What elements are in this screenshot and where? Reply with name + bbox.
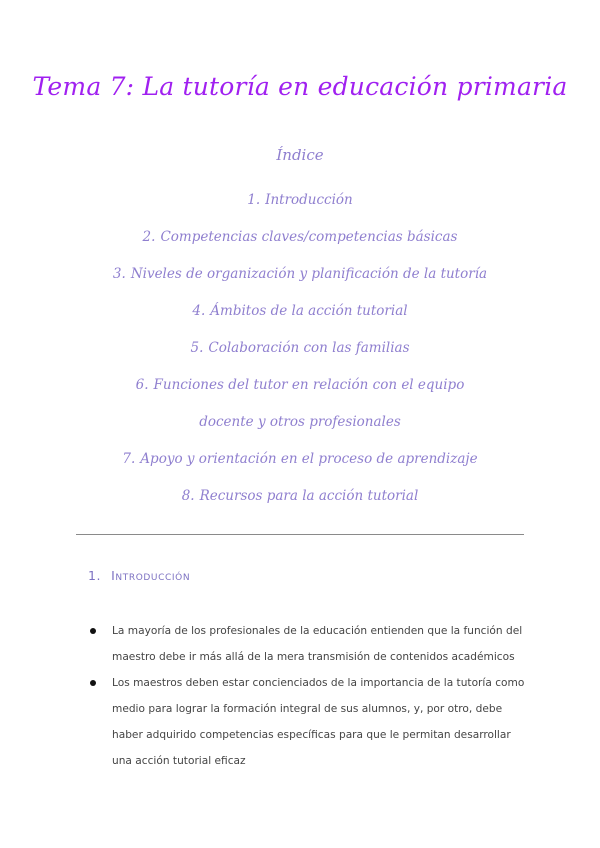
toc-item-1: 1. Introducción [247, 192, 353, 208]
list-item [88, 618, 528, 670]
horizontal-divider [76, 534, 524, 535]
section-title: Introducción [111, 568, 191, 583]
list-item [88, 670, 528, 774]
toc-item-3: 3. Niveles de organización y planificación de la tutoría [112, 266, 488, 282]
index-heading: Índice [276, 146, 324, 164]
section-number: 1. [88, 568, 102, 583]
list-item-text: La mayoría de los profesionales de la educación entienden que la función del maestro debe ir más allá de la mera transmisión de contenidos académicos [112, 625, 523, 663]
list-item-text: Los maestros deben estar concienciados de la importancia de la tutoría como medio para lograr la formación integral de sus alumnos, y, por otro, debe haber adquirido competencias específicas para que le permitan desarrollar una acción tutorial eficaz [112, 677, 525, 767]
table-of-contents [110, 182, 490, 515]
bullet-icon [90, 628, 96, 634]
bullet-list [88, 618, 528, 774]
toc-item-6: 6. Funciones del tutor en relación con el equipo docente y otros profesionales [135, 377, 465, 430]
toc-item-4: 4. Ámbitos de la acción tutorial [192, 303, 408, 319]
bullet-icon [90, 680, 96, 686]
toc-item-7: 7. Apoyo y orientación en el proceso de aprendizaje [122, 451, 478, 467]
page-title: Tema 7: La tutoría en educación primaria [32, 72, 568, 101]
toc-item-5: 5. Colaboración con las familias [190, 340, 410, 356]
toc-item-8: 8. Recursos para la acción tutorial [181, 488, 419, 504]
section-heading [88, 568, 190, 583]
toc-item-2: 2. Competencias claves/competencias básicas [142, 229, 458, 245]
